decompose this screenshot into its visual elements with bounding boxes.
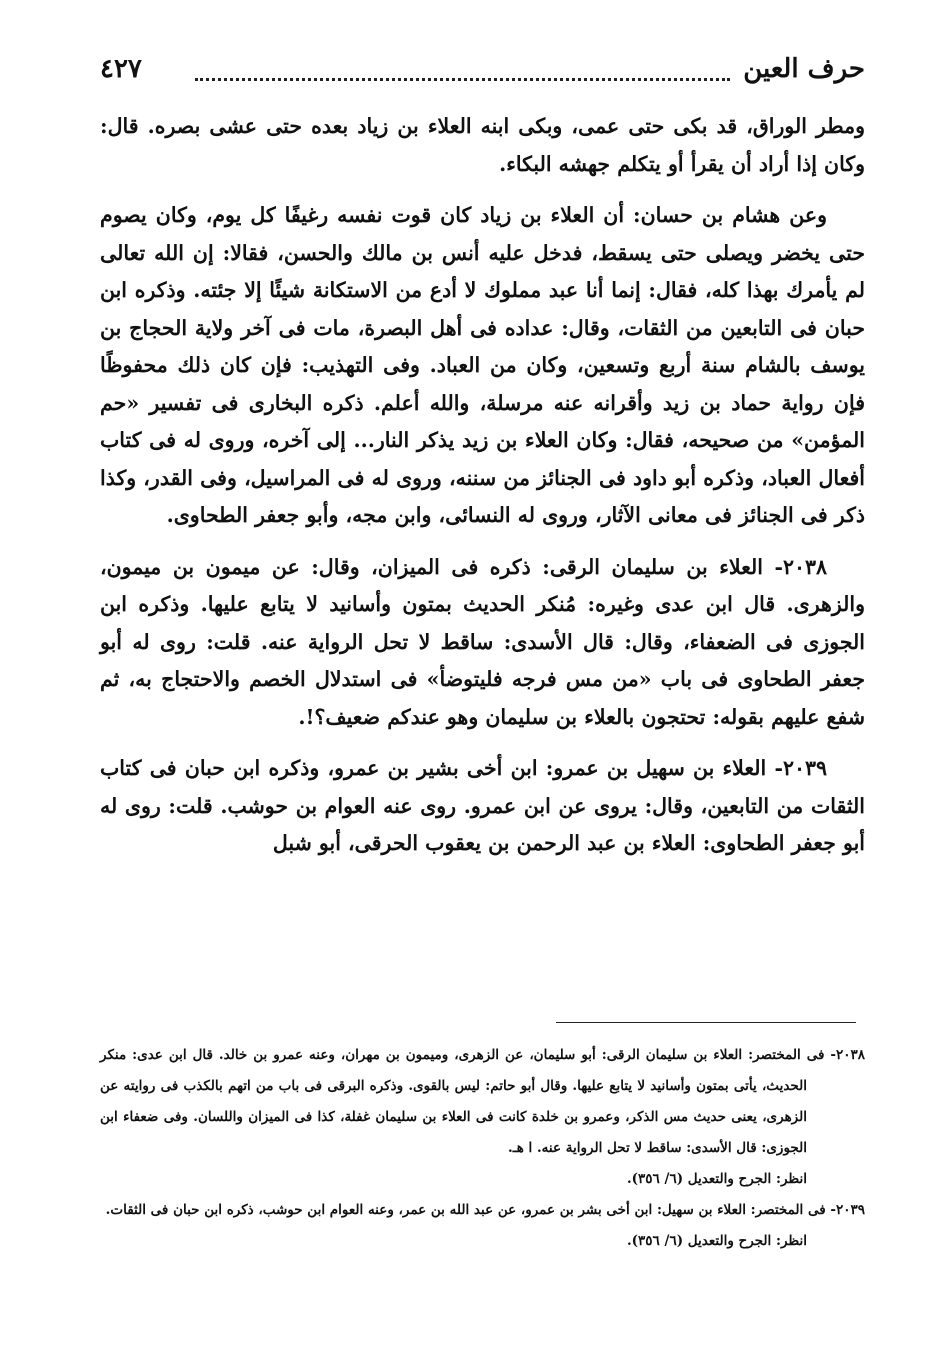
main-text: [100, 108, 865, 863]
footnotes: [100, 1040, 865, 1257]
footnote-2038-reference: انظر: الجرح والتعديل (٦/ ٣٥٦).: [626, 1171, 807, 1187]
footnote-2038: ٢٠٣٨- فى المختصر: العلاء بن سليمان الرقى: أبو سليمان، عن الزهرى، وميمون بن مهران، وعنه عمرو بن خالد. قال ابن عدى: منكر الحديث، يأتى بمتون وأسانيد لا يتابع عليها. وقال أبو حاتم: ليس بالقوى. وذكره البرقى فى باب من اتهم بالكذب فى روايته عن الزهرى، يعنى حديث مس الذكر، وعمرو بن خلدة كانت فى العلاء بن سليمان غفلة، كذا فى الميزان واللسان. وفى ضعفاء ابن الجوزى: قال الأسدى: ساقط لا تحل الرواية عنه. ا هـ.: [100, 1047, 865, 1156]
entry-2038: ٢٠٣٨- العلاء بن سليمان الرقى: ذكره فى الميزان، وقال: عن ميمون بن ميمون، والزهرى. قال ابن عدى وغيره: مُنكر الحديث بمتون وأسانيد لا يتابع عليها. وذكره ابن الجوزى فى الضعفاء، وقال: قال الأسدى: ساقط لا تحل الرواية عنه. قلت: روى له أبو جعفر الطحاوى فى باب «من مس فرجه فليتوضأ» فى استدلال الخصم والاحتجاج به، ثم شفع عليهم بقوله: تحتجون بالعلاء بن سليمان وهو عندكم ضعيف؟!.: [100, 554, 865, 729]
running-header: [100, 50, 865, 94]
footnote-separator: [556, 1022, 856, 1023]
header-dotted-leader: [195, 78, 730, 81]
footnote-2039-reference: انظر: الجرح والتعديل (٦/ ٣٥٦).: [626, 1233, 807, 1249]
page-number: ٤٢٧: [100, 54, 142, 84]
paragraph-hisham: وعن هشام بن حسان: أن العلاء بن زياد كان قوت نفسه رغيفًا كل يوم، وكان يصوم حتى يخضر ويصلى حتى يسقط، فدخل عليه أنس بن مالك والحسن، فقالا: إن الله تعالى لم يأمرك بهذا كله، فقال: إنما أنا عبد مملوك لا أدع من الاستكانة شيئًا إلا جئته. وذكره ابن حبان فى التابعين من الثقات، وقال: عداده فى أهل البصرة، مات فى آخر ولاية الحجاج بن يوسف بالشام سنة أربع وتسعين، وكان من العباد. وفى التهذيب: فإن كان ذلك محفوظًا فإن رواية حماد بن زيد وأقرانه عنه مرسلة، والله أعلم. ذكره البخارى فى تفسير «حم المؤمن» من صحيحه، فقال: وكان العلاء بن زيد يذكر النار... إلى آخره، وروى له فى كتاب أفعال العباد، وذكره أبو داود فى الجنائز من سننه، وروى له فى المراسيل، وفى القدر، وكذا ذكر فى الجنائز فى معانى الآثار، وروى له النسائى، وابن مجه، وأبو جعفر الطحاوى.: [100, 203, 865, 527]
footnote-2039: ٢٠٣٩- فى المختصر: العلاء بن سهيل: ابن أخى بشر بن عمرو، عن عبد الله بن عمر، وعنه العوام ابن حوشب، ذكره ابن حبان فى الثقات.: [105, 1202, 865, 1218]
chapter-title: حرف العين: [743, 54, 865, 84]
paragraph-continuation: ومطر الوراق، قد بكى حتى عمى، وبكى ابنه العلاء بن زياد بعده حتى عشى بصره. قال: وكان إذا أراد أن يقرأ أو يتكلم جهشه البكاء.: [100, 114, 865, 176]
entry-2039: ٢٠٣٩- العلاء بن سهيل بن عمرو: ابن أخى بشير بن عمرو، وذكره ابن حبان فى كتاب الثقات من التابعين، وقال: يروى عن ابن عمرو. روى عنه العوام بن حوشب. قلت: روى له أبو جعفر الطحاوى: العلاء بن عبد الرحمن بن يعقوب الحرقى، أبو شبل: [100, 756, 865, 855]
